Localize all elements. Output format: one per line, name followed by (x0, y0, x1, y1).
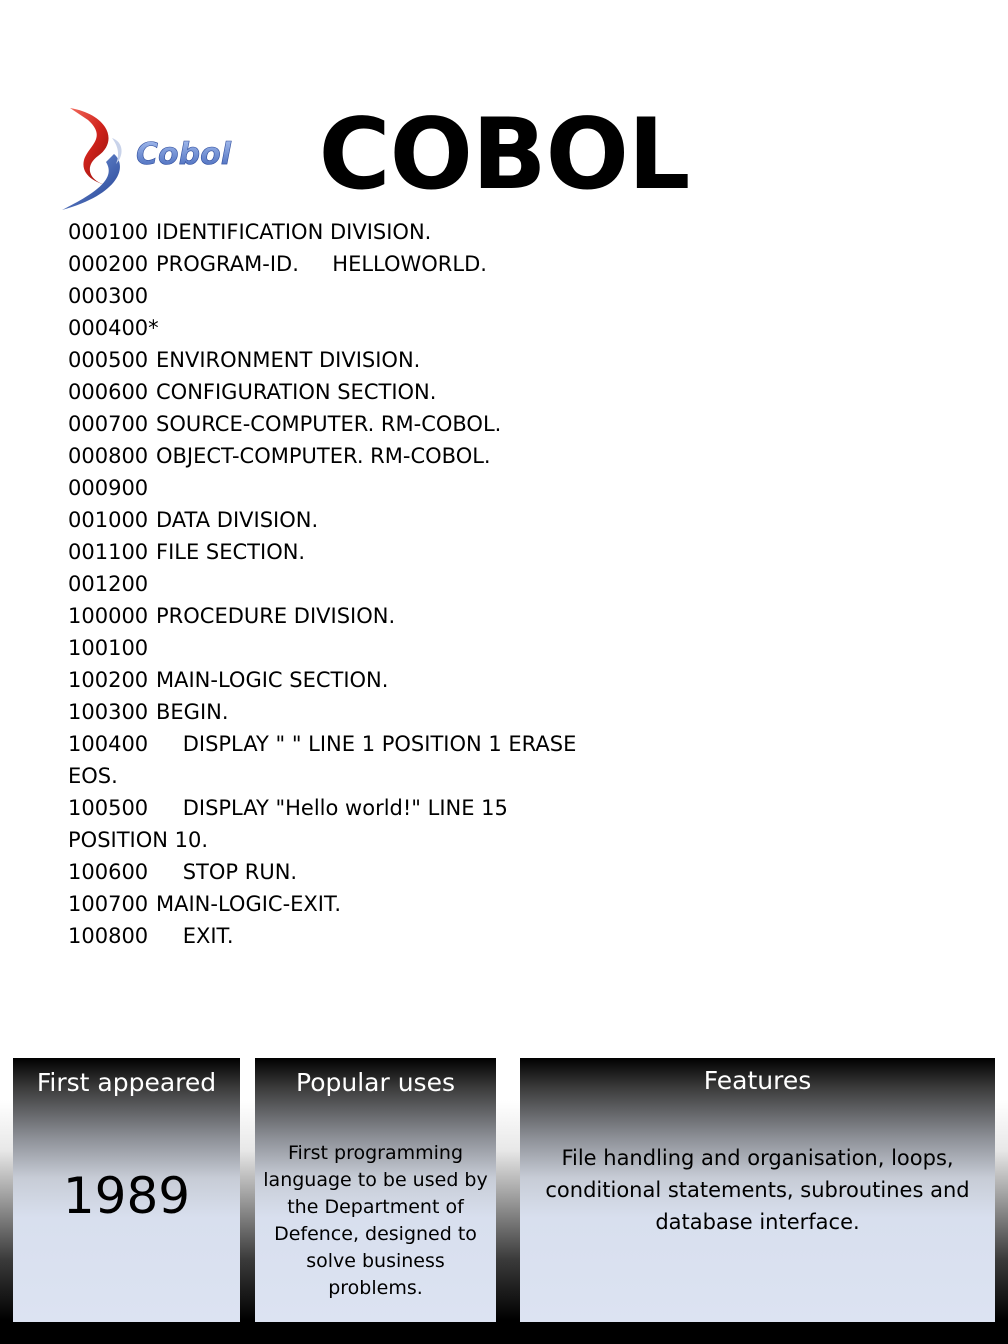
line-number: 000400* (68, 316, 159, 340)
line-number: 100400 (68, 732, 149, 756)
line-number: 000900 (68, 476, 149, 500)
line-number: 001200 (68, 572, 149, 596)
code-statement: EXIT. (156, 924, 234, 948)
code-line (68, 696, 598, 728)
features-panel (520, 1058, 995, 1322)
first-appeared-panel (13, 1058, 240, 1322)
line-number: 100200 (68, 668, 149, 692)
first-appeared-year: 1989 (62, 1167, 191, 1225)
code-statement: DISPLAY "Hello world!" LINE 15 POSITION 10. (68, 796, 515, 852)
code-line (68, 856, 598, 888)
line-number: 000200 (68, 252, 149, 276)
popular-uses-text: First programming language to be used by the Department of Defence, designed to solve business problems. (263, 1142, 488, 1299)
code-statement: DISPLAY " " LINE 1 POSITION 1 ERASE EOS. (68, 732, 584, 788)
line-number: 100300 (68, 700, 149, 724)
code-line (68, 504, 598, 536)
popular-uses-panel (255, 1058, 496, 1322)
code-statement: FILE SECTION. (156, 540, 306, 564)
code-line (68, 568, 598, 600)
code-statement: OBJECT-COMPUTER. RM-COBOL. (156, 444, 491, 468)
code-line (68, 632, 598, 664)
code-statement: SOURCE-COMPUTER. RM-COBOL. (156, 412, 502, 436)
code-statement: PROCEDURE DIVISION. (156, 604, 396, 628)
line-number: 100500 (68, 796, 149, 820)
features-text: File handling and organisation, loops, conditional statements, subroutines and database interface. (545, 1146, 970, 1234)
line-number: 100600 (68, 860, 149, 884)
code-line (68, 792, 598, 856)
line-number: 000600 (68, 380, 149, 404)
page-title: COBOL (318, 98, 690, 212)
logo-text: Cobol (136, 137, 231, 172)
code-statement: MAIN-LOGIC-EXIT. (156, 892, 342, 916)
code-statement: PROGRAM-ID. HELLOWORLD. (156, 252, 487, 276)
line-number: 000300 (68, 284, 149, 308)
code-line (68, 600, 598, 632)
code-statement: STOP RUN. (156, 860, 298, 884)
code-line (68, 888, 598, 920)
line-number: 100700 (68, 892, 149, 916)
line-number: 000800 (68, 444, 149, 468)
code-line (68, 728, 598, 792)
code-line (68, 408, 598, 440)
code-listing (68, 216, 598, 952)
code-line (68, 472, 598, 504)
code-line (68, 664, 598, 696)
first-appeared-heading: First appeared (36, 1068, 217, 1097)
code-line (68, 536, 598, 568)
code-line (68, 280, 598, 312)
code-line (68, 344, 598, 376)
code-line (68, 312, 598, 344)
code-statement: IDENTIFICATION DIVISION. (156, 220, 432, 244)
code-line (68, 216, 598, 248)
code-statement: DATA DIVISION. (156, 508, 319, 532)
code-line (68, 440, 598, 472)
line-number: 000500 (68, 348, 149, 372)
code-statement: CONFIGURATION SECTION. (156, 380, 437, 404)
code-statement: BEGIN. (156, 700, 229, 724)
code-line (68, 376, 598, 408)
line-number: 000100 (68, 220, 149, 244)
code-line (68, 248, 598, 280)
line-number: 100100 (68, 636, 149, 660)
line-number: 001000 (68, 508, 149, 532)
line-number: 100000 (68, 604, 149, 628)
code-statement: ENVIRONMENT DIVISION. (156, 348, 421, 372)
code-line (68, 920, 598, 952)
line-number: 100800 (68, 924, 149, 948)
line-number: 001100 (68, 540, 149, 564)
code-statement: MAIN-LOGIC SECTION. (156, 668, 389, 692)
popular-uses-heading: Popular uses (296, 1068, 455, 1097)
line-number: 000700 (68, 412, 149, 436)
features-heading: Features (703, 1066, 812, 1095)
